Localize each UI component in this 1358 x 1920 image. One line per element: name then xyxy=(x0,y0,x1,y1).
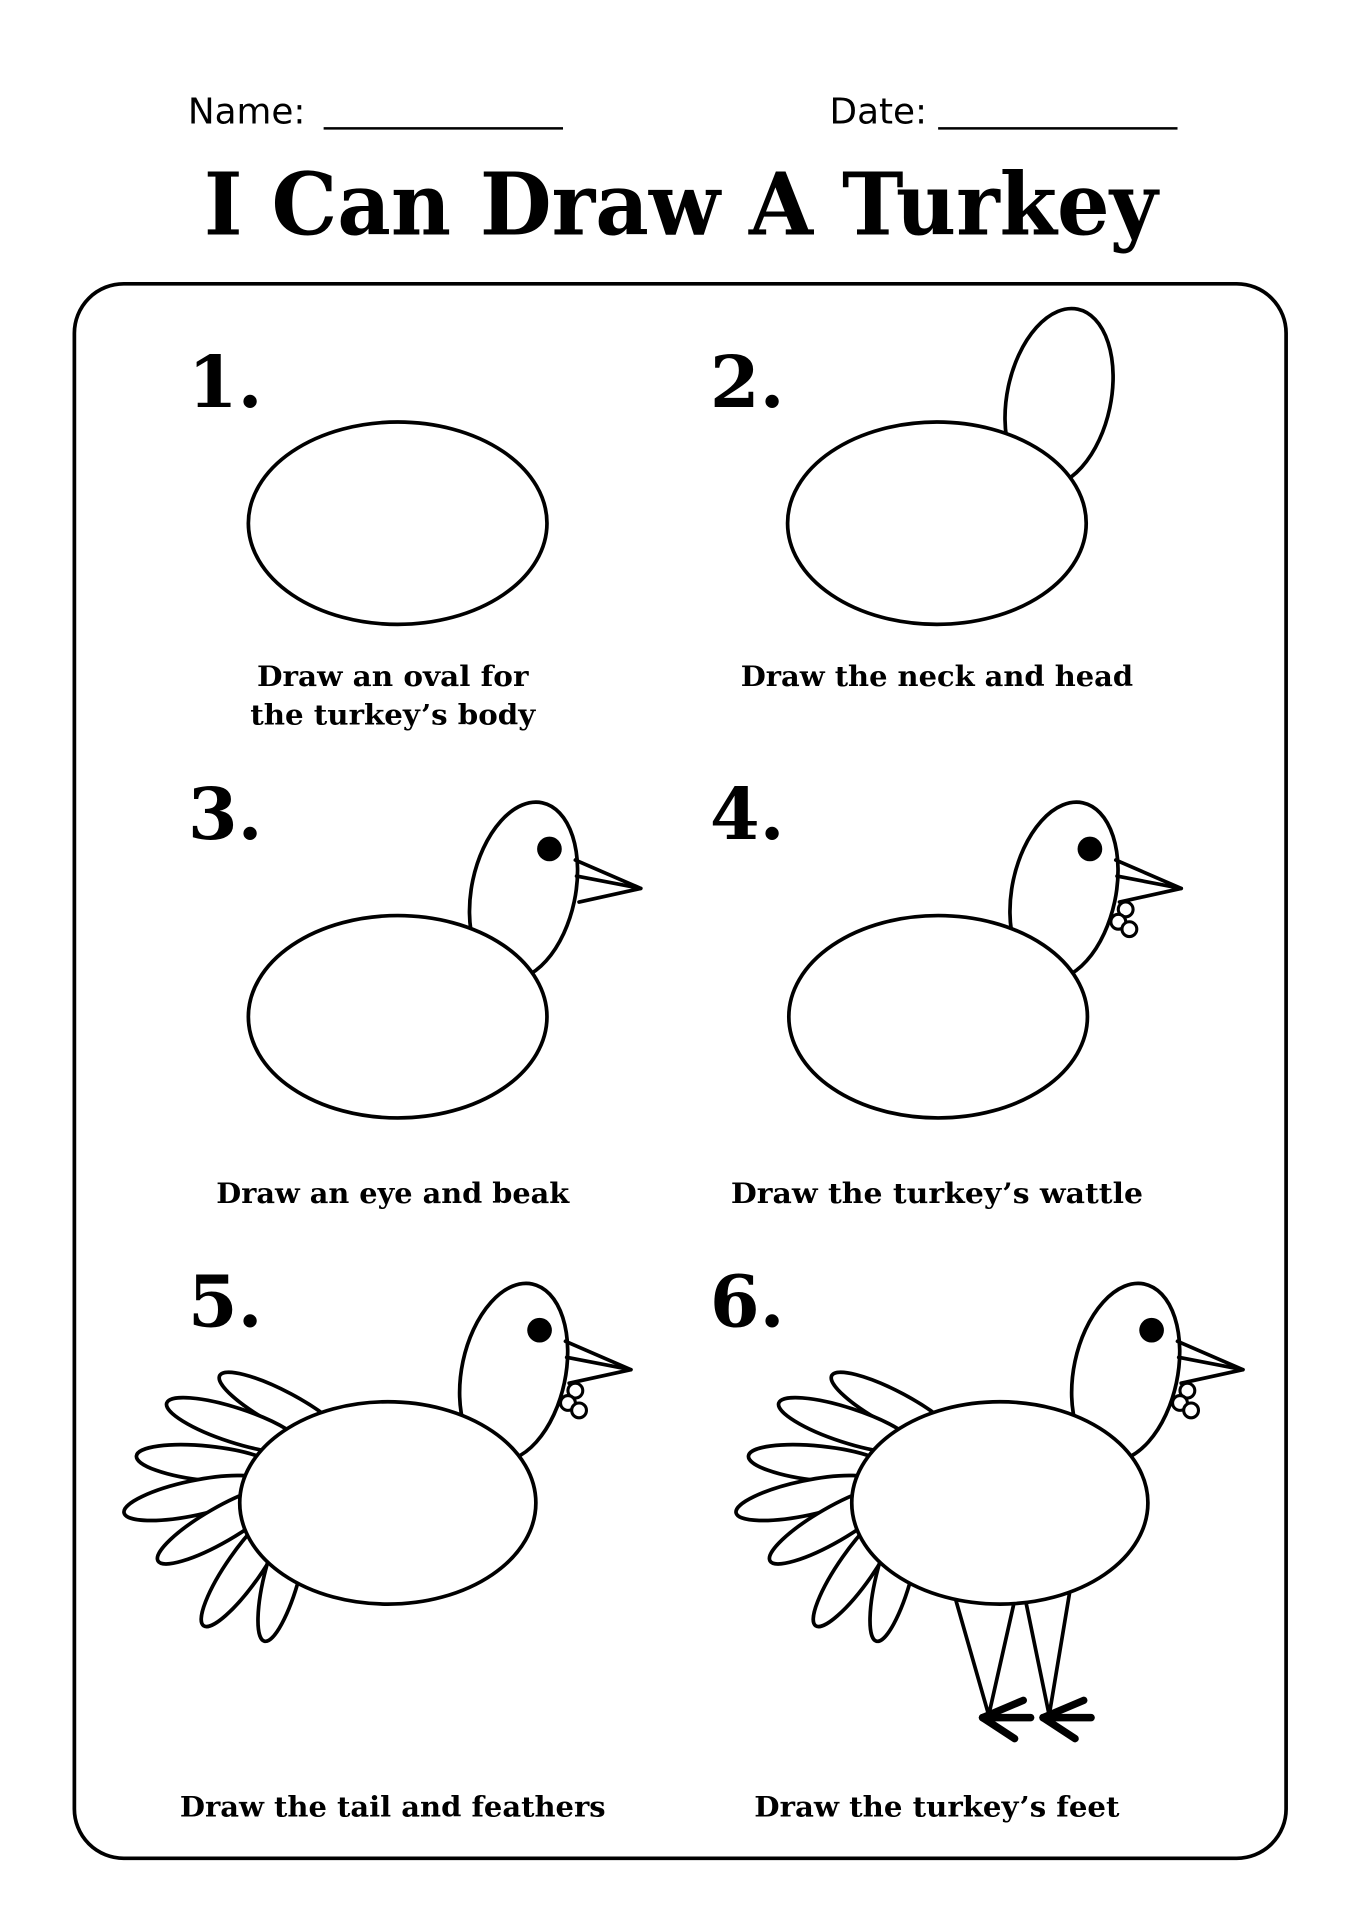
turkey-body-oval xyxy=(789,916,1088,1118)
step-number: 1. xyxy=(187,340,263,425)
step-caption-line: Draw the neck and head xyxy=(740,659,1134,694)
step-caption-line: Draw the tail and feathers xyxy=(179,1789,606,1824)
wattle-lobe xyxy=(1122,922,1137,937)
turkey-drawing-step-2 xyxy=(788,298,1129,624)
wattle-lobe xyxy=(572,1403,587,1418)
step-caption-line: the turkey’s body xyxy=(250,697,537,732)
turkey-drawing-step-3 xyxy=(248,792,640,1118)
worksheet-header xyxy=(188,91,1178,255)
turkey-body-oval xyxy=(248,916,547,1118)
step-2 xyxy=(710,298,1133,693)
step-caption-line: Draw an oval for xyxy=(256,659,530,694)
name-label: Name: xyxy=(187,91,306,133)
step-caption-line: Draw an eye and beak xyxy=(216,1176,571,1211)
step-number: 3. xyxy=(187,772,263,857)
turkey-eye xyxy=(527,1318,552,1343)
date-label: Date: xyxy=(829,91,928,133)
turkey-body-oval xyxy=(248,422,547,624)
step-6 xyxy=(710,1259,1243,1823)
worksheet-title: I Can Draw A Turkey xyxy=(203,154,1161,256)
turkey-drawing-step-1 xyxy=(248,422,547,624)
step-number: 5. xyxy=(187,1259,263,1344)
turkey-drawing-step-6 xyxy=(732,1273,1242,1738)
step-number: 4. xyxy=(709,772,785,857)
step-1 xyxy=(188,340,547,731)
turkey-eye xyxy=(1078,837,1103,862)
turkey-body-oval xyxy=(788,422,1087,624)
step-number: 2. xyxy=(709,340,785,425)
step-3 xyxy=(188,772,641,1210)
turkey-eye xyxy=(1139,1318,1164,1343)
turkey-eye xyxy=(537,837,562,862)
wattle-lobe xyxy=(1184,1403,1199,1418)
turkey-drawing-step-4 xyxy=(789,792,1181,1118)
step-caption-line: Draw the turkey’s wattle xyxy=(730,1176,1143,1211)
turkey-body-oval xyxy=(852,1402,1148,1604)
step-number: 6. xyxy=(709,1259,785,1344)
turkey-body-oval xyxy=(240,1402,536,1604)
step-5 xyxy=(120,1259,630,1823)
step-caption-line: Draw the turkey’s feet xyxy=(754,1789,1120,1824)
step-4 xyxy=(710,772,1181,1210)
